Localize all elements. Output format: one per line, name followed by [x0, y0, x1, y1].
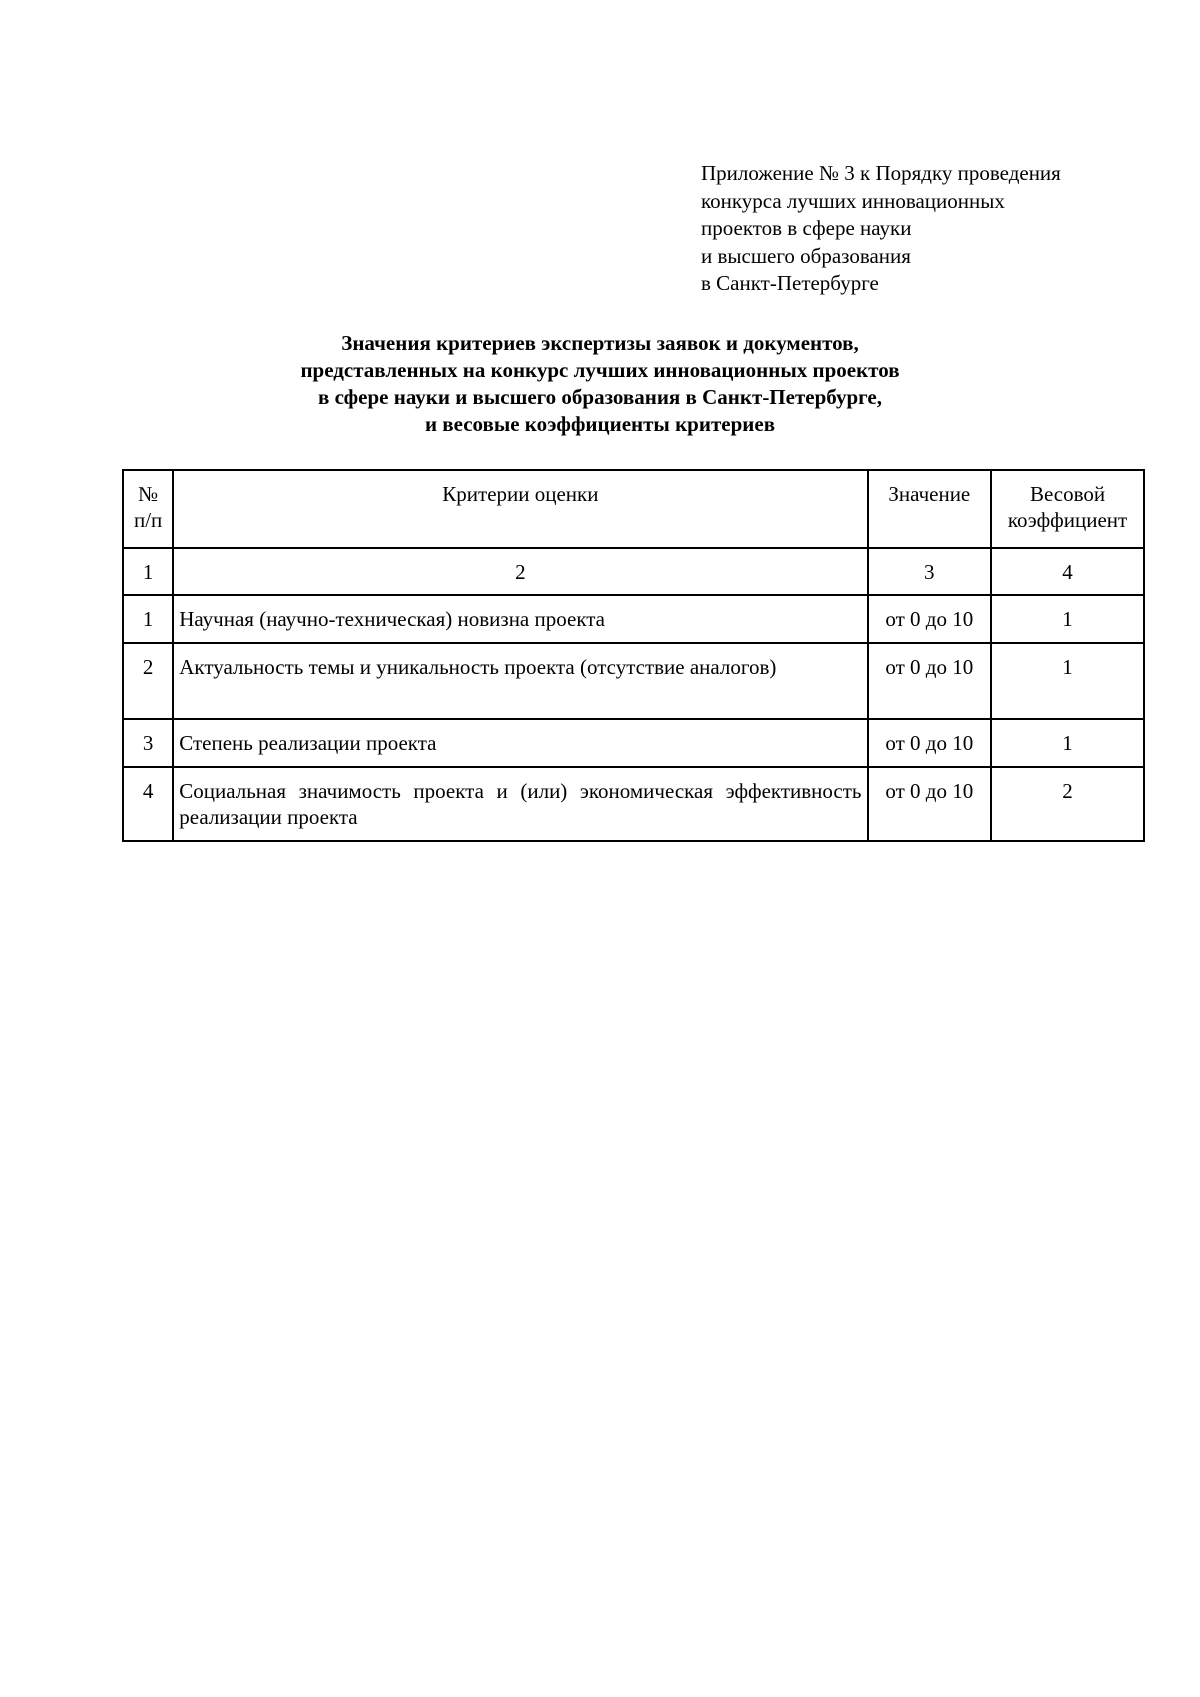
row-weight: 1	[991, 595, 1144, 643]
table-row	[123, 767, 1144, 841]
appendix-line: проектов в сфере науки	[701, 216, 912, 240]
appendix-line: конкурса лучших инновационных	[701, 188, 1005, 213]
header-value: Значение	[868, 470, 992, 548]
row-num: 4	[123, 767, 173, 841]
document-title	[0, 330, 1200, 438]
appendix-line: в Санкт-Петербурге	[701, 271, 879, 295]
table-row	[123, 719, 1144, 767]
row-weight: 2	[991, 767, 1144, 841]
row-value: от 0 до 10	[868, 767, 992, 841]
row-criteria: Актуальность темы и уникальность проекта (отсутствие аналогов)	[173, 643, 867, 719]
header-num: № п/п	[123, 470, 173, 548]
header-weight: Весовой коэффициент	[991, 470, 1144, 548]
header-criteria: Критерии оценки	[173, 470, 867, 548]
column-number: 1	[123, 548, 173, 595]
title-line: в сфере науки и высшего образования в Санкт-Петербурге,	[317, 385, 882, 409]
title-line: и весовые коэффициенты критериев	[424, 412, 776, 436]
row-criteria: Социальная значимость проекта и (или) экономическая эффективность реализации проекта	[173, 767, 867, 841]
table-row	[123, 595, 1144, 643]
row-weight: 1	[991, 719, 1144, 767]
column-number-row	[123, 548, 1144, 595]
column-number: 3	[868, 548, 992, 595]
row-num: 2	[123, 643, 173, 719]
title-line: Значения критериев экспертизы заявок и документов,	[341, 331, 859, 355]
column-number: 2	[173, 548, 867, 595]
row-num: 3	[123, 719, 173, 767]
criteria-table	[122, 469, 1145, 842]
appendix-note	[701, 160, 1171, 298]
row-num: 1	[123, 595, 173, 643]
row-value: от 0 до 10	[868, 719, 992, 767]
column-number: 4	[991, 548, 1144, 595]
appendix-line: Приложение № 3 к Порядку проведения	[701, 161, 1061, 185]
row-value: от 0 до 10	[868, 643, 992, 719]
table-header-row	[123, 470, 1144, 548]
title-line: представленных на конкурс лучших инновационных проектов	[300, 358, 900, 382]
appendix-line: и высшего образования	[701, 243, 911, 268]
row-weight: 1	[991, 643, 1144, 719]
table-row	[123, 643, 1144, 719]
row-value: от 0 до 10	[868, 595, 992, 643]
row-criteria: Научная (научно-техническая) новизна проекта	[173, 595, 867, 643]
row-criteria: Степень реализации проекта	[173, 719, 867, 767]
